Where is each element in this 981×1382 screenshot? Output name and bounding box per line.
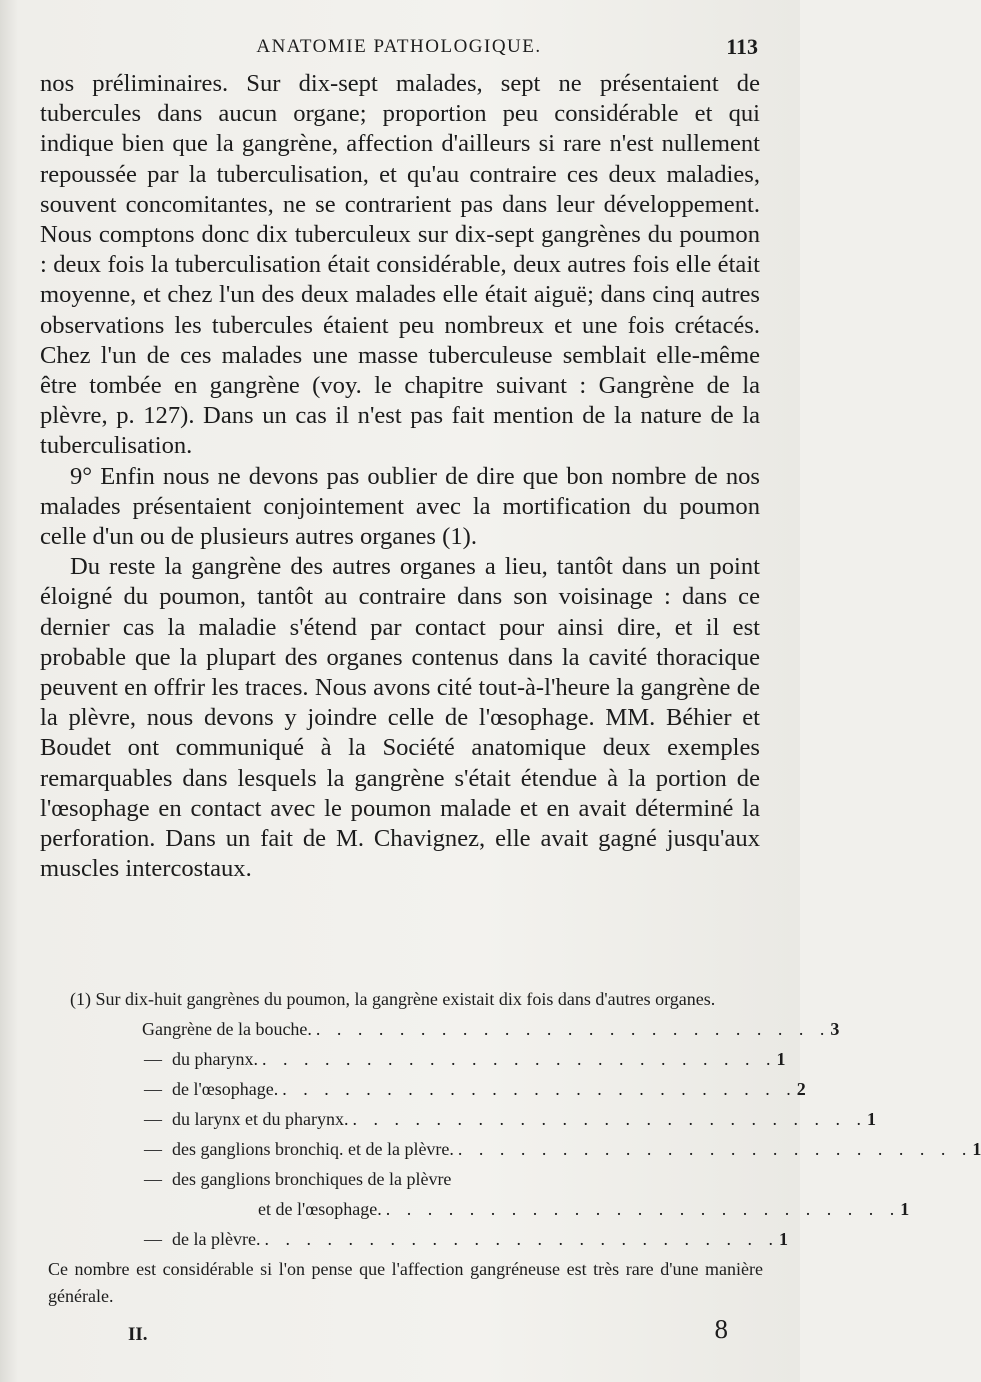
row-label: du pharynx. [172,1048,258,1069]
row-value: 1 [778,1228,788,1249]
page-header [40,34,758,64]
footnote-table [48,1016,981,1256]
table-row [48,1046,786,1076]
row-label: de la plèvre. [172,1228,261,1249]
leader-dots: . . . . . . . . . . . . . . . . . . . . . . . . . [352,1108,867,1129]
row-label: de l'œsophage. [172,1078,279,1099]
ditto-dash: — [144,1048,162,1069]
paragraph-other-organs: Du reste la gangrène des autres organes a lieu, tantôt dans un point éloigné du poumon, tantôt au contraire dans son voisinage : dans ce dernier cas la maladie s'étend par contact pour ainsi dire, et il est probable que la plupart des organes contenus dans la cavité thoracique peuvent en offrir les traces. Nous avons cité tout-à-l'heure la gangrène de la plèvre, nous devons y joindre celle de l'œsophage. MM. Béhier et Boudet ont communiqué à la Société anatomique deux exemples remarquables dans lesquels la gangrène s'était étendue à la portion de l'œsophage en contact avec le poumon malade et en avait déterminé la perforation. Dans un fait de M. Chavignez, elle avait gagné jusqu'aux muscles intercostaux. [40,553,760,883]
leader-dots: . . . . . . . . . . . . . . . . . . . . . . . . . [282,1078,797,1099]
ditto-dash: — [144,1228,162,1249]
running-head: ANATOMIE PATHOLOGIQUE. [256,36,542,57]
footnote-conclusion: Ce nombre est considérable si l'on pense que l'affection gangréneuse est très rare d'une manière générale. [48,1258,763,1307]
row-value: 3 [830,1018,840,1039]
leader-dots: . . . . . . . . . . . . . . . . . . . . . . . . . [457,1138,973,1159]
page-footer [48,1314,728,1354]
signature-mark: II. [128,1324,148,1345]
row-label-continued: et de l'œsophage. [258,1198,382,1219]
paragraph-continuation: nos préliminaires. Sur dix-sept malades, sept ne présentaient de tubercules dans aucun organe; proportion peu considérable et qui indique bien que la gangrène, affection d'ailleurs si rare n'est nullement repoussée par la tuberculisation, et qu'au contraire ces deux maladies, souvent concomitantes, ne se contrarient pas dans leur développement. Nous comptons donc dix tuberculeux sur dix-sept gangrènes du poumon : deux fois la tuberculisation était considérable, deux autres fois elle était moyenne, et chez l'un des deux malades elle était aiguë; dans cinq autres observations les tubercules étaient peu nombreux et une fois crétacés. Chez l'un de ces malades une masse tuberculeuse semblait elle-même être tombée en gangrène (voy. le chapitre suivant : Gangrène de la plèvre, p. 127). Dans un cas il n'est pas fait mention de la nature de la tuberculisation. [40,70,760,460]
table-row [48,1226,788,1256]
page-number: 113 [726,34,758,59]
paragraph-point-9: 9° Enfin nous ne devons pas oublier de dire que bon nombre de nos malades présentaient conjointement avec la mortification du poumon celle d'un ou de plusieurs autres organes (1). [40,462,760,551]
row-label: des ganglions bronchiques de la plèvre [172,1168,452,1189]
table-row [48,1196,910,1226]
row-value: 1 [776,1048,786,1069]
row-value: 1 [866,1108,876,1129]
leader-dots: . . . . . . . . . . . . . . . . . . . . . . . . . [385,1198,901,1219]
main-text [40,69,760,884]
ditto-dash: — [144,1138,162,1159]
leader-dots: . . . . . . . . . . . . . . . . . . . . . . . . . [261,1048,777,1069]
ditto-dash: — [144,1168,162,1189]
footnote-intro: (1) Sur dix-huit gangrènes du poumon, la gangrène existait dix fois dans d'autres organes. [70,989,716,1009]
table-row [48,1076,806,1106]
table-row [48,1136,981,1166]
sheet-number: 8 [714,1314,728,1344]
table-row [48,1016,840,1046]
ditto-dash: — [144,1108,162,1129]
table-row [48,1166,763,1196]
row-label: du larynx et du pharynx. [172,1108,349,1129]
row-value: 1 [972,1138,981,1159]
footnote [48,986,981,1311]
ditto-dash: — [144,1078,162,1099]
row-value: 2 [796,1078,806,1099]
row-label: des ganglions bronchiq. et de la plèvre. [172,1138,454,1159]
leader-dots: . . . . . . . . . . . . . . . . . . . . . . . . . [264,1228,779,1249]
row-value: 1 [900,1198,910,1219]
row-label: Gangrène de la bouche. [142,1018,312,1039]
leader-dots: . . . . . . . . . . . . . . . . . . . . . . . . . [315,1018,831,1039]
table-row [48,1106,876,1136]
